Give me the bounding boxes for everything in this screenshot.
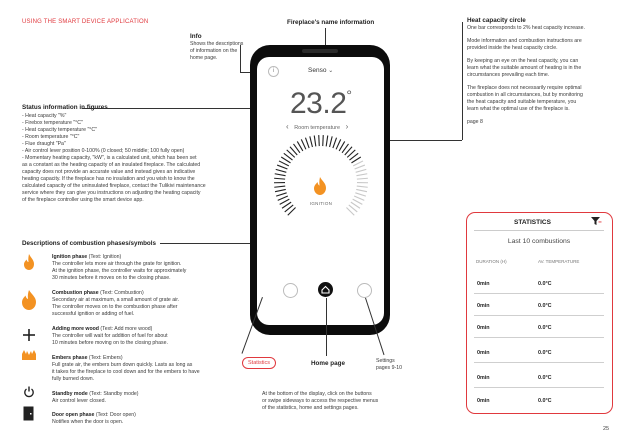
info-text: Shows the descriptions of information on the home page.: [190, 41, 244, 61]
gauge-tick: [357, 186, 368, 187]
phase-door-open: Door open phase (Text: Door open) Notifies when the door is open.: [52, 412, 136, 425]
phase-ignition: Ignition phase (Text: Ignition) The controller lets more air through the grate for ignition. At the ignition phase, the controller waits for approximately 30 minutes before it moves on to the closing phase.: [52, 254, 187, 281]
gauge-tick: [355, 193, 365, 196]
standby-power-icon: [23, 386, 35, 398]
gauge-tick: [274, 186, 285, 187]
table-row[interactable]: 0min 0.0°C: [474, 277, 604, 294]
heat-circle-leader-v: [462, 22, 463, 140]
gauge-tick: [333, 138, 337, 148]
settings-nav-button[interactable]: [357, 283, 372, 298]
filter-icon[interactable]: [590, 216, 602, 226]
home-callout: Home page: [311, 360, 345, 367]
table-row[interactable]: 0min 0.0°C: [474, 299, 604, 316]
phone-speaker: [302, 49, 338, 53]
add-wood-plus-icon: [23, 329, 35, 341]
gauge-tick: [355, 165, 365, 169]
gauge-tick: [280, 199, 290, 204]
gauge-tick: [278, 196, 288, 200]
table-row[interactable]: 0min 0.0°C: [474, 321, 604, 338]
gauge-tick: [276, 169, 287, 172]
statistics-callout: Statistics: [242, 357, 276, 369]
gauge-tick: [279, 161, 289, 166]
embers-icon: [21, 349, 37, 361]
col-duration: DURATION (H): [476, 259, 507, 264]
gauge-tick: [319, 135, 320, 146]
gauge-tick: [336, 139, 341, 149]
status-section: [22, 104, 254, 204]
temp-label: Room temperature: [294, 125, 341, 131]
door-open-icon: [23, 406, 34, 421]
info-icon[interactable]: i: [268, 66, 279, 77]
gauge-tick: [357, 178, 368, 179]
phase-standby: Standby mode (Text: Standby mode) Air control lever closed.: [52, 391, 139, 404]
home-nav-button[interactable]: [318, 282, 333, 297]
gauge-tick: [275, 174, 286, 176]
heat-circle-page-ref: page 8: [467, 119, 483, 125]
chevron-down-icon: ⌄: [328, 68, 334, 74]
combustion-flame-icon: [21, 289, 37, 311]
page-title: USING THE SMART DEVICE APPLICATION: [22, 19, 149, 25]
temp-selector: [286, 122, 356, 131]
chevron-right-icon[interactable]: ›: [345, 122, 349, 131]
gauge-tick: [353, 161, 363, 166]
status-list: - Heat capacity "%" - Firebox temperature "°C" - Heat capacity temperature "°C" - Room temperature "°C" - Flue draught "Pa" - Air control lever position 0-100% (0 closed; 50 middle; 100 fully open) - Momentary heating capacity, "kW", is a calculated unit, which has been set as a constant as the heating capacity of an insulated fireplace. The calculated capacity does not provide an accurate value and instead gives an indicative heating capacity. If the fireplace has no insulation and you wish to know the calculated capacity of the uninsulated fireplace, contact the Tulikivi maintenance service where they can give you instructions on adjusting the heating capacity of the fireplace controller using the smart device app.: [22, 113, 206, 203]
gauge-tick: [275, 189, 286, 191]
table-row[interactable]: 0min 0.0°C: [477, 398, 552, 404]
phase-add-wood: Adding more wood (Text: Add more wood) The controller will wait for addition of fuel for about 10 minutes before moving on to the closing phase.: [52, 326, 168, 346]
home-leader: [326, 298, 327, 356]
settings-callout: Settings pages 9-10: [376, 358, 402, 371]
statistics-subtitle: Last 10 combustions: [507, 238, 571, 245]
gauge-tick: [356, 169, 367, 172]
gauge-tick: [277, 165, 287, 169]
info-title: Info: [190, 33, 202, 40]
temperature-value: 23.2°: [290, 87, 352, 120]
status-title: Status information in figures: [22, 104, 108, 111]
phases-title: Descriptions of combustion phases/symbols: [22, 240, 157, 247]
gauge-tick: [326, 135, 328, 146]
gauge-tick: [310, 136, 313, 147]
device-name[interactable]: Senso ⌄: [308, 67, 334, 74]
home-icon: [318, 282, 333, 297]
page-number: 25: [603, 426, 610, 432]
mode-label: IGNITION: [309, 201, 333, 206]
gauge-tick: [276, 193, 286, 196]
info-leader-v: [240, 45, 241, 72]
heat-circle-title: Heat capacity circle: [467, 17, 526, 24]
heat-circle-callout: [467, 17, 627, 126]
heat-circle-leader-h: [378, 140, 462, 141]
gauge-flame-icon: [313, 176, 327, 196]
ignition-flame-icon: [22, 253, 36, 271]
phase-embers: Embers phase (Text: Embers) Full grate air, the embers burn down quickly. Lasts as long as it takes for the fireplace to cool down and for the embers to have fully burned down.: [52, 355, 200, 382]
info-callout: [190, 33, 243, 62]
heat-circle-p3: By keeping an eye on the heat capacity, you can learn what the suitable amount of heating is in the circumstances prevailing each time.: [467, 58, 582, 78]
gauge-tick: [353, 199, 363, 204]
table-row[interactable]: 0min 0.0°C: [474, 346, 604, 363]
gauge-tick: [356, 189, 367, 191]
gauge-tick: [274, 178, 285, 179]
statistics-nav-button[interactable]: [283, 283, 298, 298]
gauge-tick: [330, 136, 333, 147]
col-temperature: AV. TEMPERATURE: [538, 259, 580, 264]
gauge-tick: [301, 139, 306, 149]
gauge-tick: [323, 135, 324, 146]
phase-combustion: Combustion phase (Text: Combustion) Secondary air at maximum, a small amount of grate air. The controller moves on to the combustion phase after successful ignition or adding of fuel.: [52, 290, 180, 317]
gauge-tick: [305, 138, 309, 148]
stat-divider: [474, 230, 604, 231]
heat-circle-p2: Mode information and combustion instructions are provided inside the heat capacity circle.: [467, 38, 582, 51]
gauge-tick: [354, 196, 364, 200]
gauge-tick: [314, 135, 316, 146]
chevron-left-icon[interactable]: ‹: [286, 122, 289, 131]
gauge-tick: [356, 174, 367, 176]
heat-circle-p1: One bar corresponds to 2% heat capacity increase.: [467, 25, 585, 31]
heat-circle-p4: The fireplace does not necessarily require optimal combustion in all circumstances, but by monitoring the heat capacity and suitable temperature, you learn what the optimal use of the fireplace is.: [467, 85, 583, 112]
table-row[interactable]: 0min 0.0°C: [474, 371, 604, 388]
statistics-title: STATISTICS: [514, 219, 551, 226]
fireplace-name-title: Fireplace's name information: [287, 19, 375, 26]
bottom-instructions: At the bottom of the display, click on the buttons or swipe sideways to access the respective menus of the statistics, home and settings pages.: [262, 391, 379, 411]
